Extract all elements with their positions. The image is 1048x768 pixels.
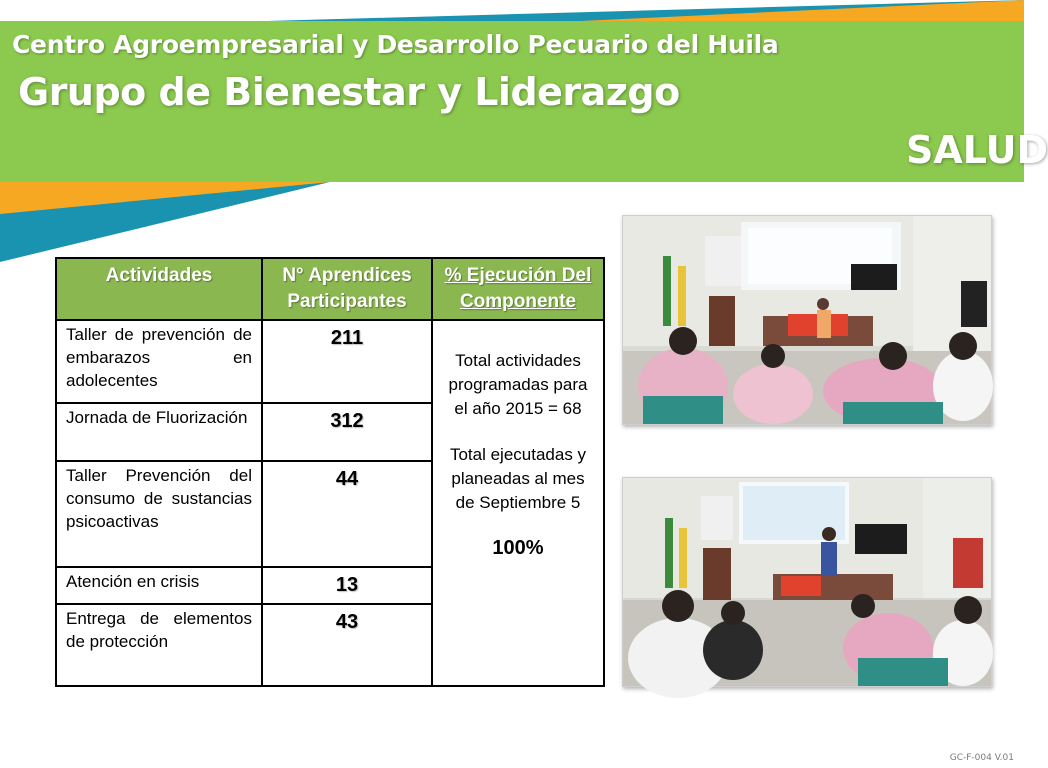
execution-summary <box>432 320 604 686</box>
activity-cell: Taller Prevención del consumo de sustancias psicoactivas <box>56 461 262 567</box>
participants-cell: 312 <box>262 403 432 461</box>
execution-percent: 100% <box>492 537 544 559</box>
participants-cell: 211 <box>262 320 432 403</box>
activities-table <box>55 257 605 687</box>
table-header-row <box>56 258 604 320</box>
executed-activities-text: Total ejecutadas y planeadas al mes de Septiembre 5 <box>449 445 587 512</box>
table-row <box>56 320 604 403</box>
photo-workshop-audience <box>622 477 992 687</box>
activity-cell: Entrega de elementos de protección <box>56 604 262 686</box>
group-title: Grupo de Bienestar y Liderazgo <box>18 70 680 114</box>
participants-cell: 43 <box>262 604 432 686</box>
header-activities: Actividades <box>56 258 262 320</box>
activity-cell: Jornada de Fluorización <box>56 403 262 461</box>
participants-cell: 44 <box>262 461 432 567</box>
activity-cell: Taller de prevención de embarazos en adolecentes <box>56 320 262 403</box>
header-execution: % Ejecución Del Componente <box>432 258 604 320</box>
photo-icon <box>623 478 991 686</box>
photo-icon <box>623 216 991 424</box>
photo-workshop-presentation <box>622 215 992 425</box>
activity-cell: Atención en crisis <box>56 567 262 604</box>
planned-activities-text: Total actividades programadas para el año 2015 = 68 <box>448 351 588 418</box>
institution-title: Centro Agroempresarial y Desarrollo Pecuario del Huila <box>12 30 779 59</box>
document-code: GC-F-004 V.01 <box>949 753 1014 763</box>
participants-cell: 13 <box>262 567 432 604</box>
header-participants: N° Aprendices Participantes <box>262 258 432 320</box>
section-title: SALUD <box>906 128 1048 172</box>
